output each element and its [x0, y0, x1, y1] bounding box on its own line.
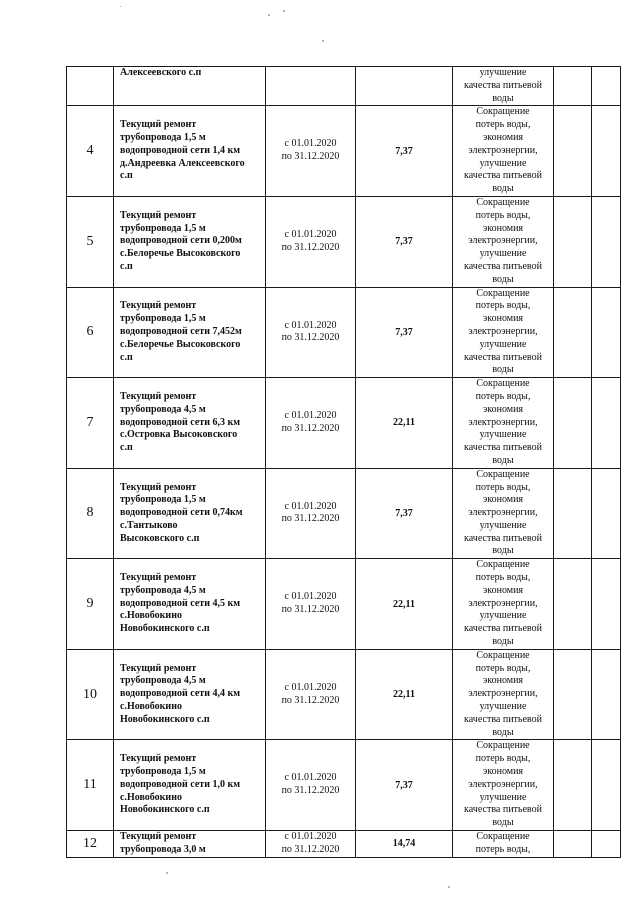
empty-cell — [554, 649, 592, 740]
cell-line: Текущий ремонт — [120, 753, 197, 765]
cell-line: по 31.12.2020 — [281, 241, 340, 253]
cell-line: по 31.12.2020 — [281, 694, 340, 706]
cell-line: экономия — [482, 675, 524, 687]
cell-line: с 01.01.2020 — [284, 681, 337, 693]
table-row — [67, 196, 621, 287]
cell-line: Сокращение — [476, 649, 530, 661]
table-row — [67, 649, 621, 740]
table-row — [67, 831, 621, 858]
empty-cell — [554, 831, 592, 858]
cell-line: Текущий ремонт — [120, 481, 197, 493]
cell-line: по 31.12.2020 — [281, 422, 340, 434]
cell-line: улучшение — [479, 791, 527, 803]
cell-line: экономия — [482, 131, 524, 143]
cell-line: воды — [492, 817, 514, 829]
cell-line: Новобокинского с.п — [120, 713, 210, 725]
cell-line: потерь воды, — [475, 572, 531, 584]
cell-line: потерь воды, — [475, 843, 531, 855]
cell-line: Алексеевского с.п — [120, 67, 202, 78]
cell-line: экономия — [482, 766, 524, 778]
row-number: 11 — [67, 740, 114, 831]
cell-line: Текущий ремонт — [120, 390, 197, 402]
work-period — [266, 287, 356, 378]
cell-line: Сокращение — [476, 287, 530, 299]
cell-line: Высоковского с.п — [120, 532, 200, 544]
cell-line: Текущий ремонт — [120, 572, 197, 584]
scan-speck — [322, 40, 324, 42]
table-row — [67, 740, 621, 831]
cell-line: Сокращение — [476, 106, 530, 118]
empty-cell — [592, 649, 621, 740]
work-period — [266, 559, 356, 650]
cell-line: по 31.12.2020 — [281, 513, 340, 525]
cell-line: Сокращение — [476, 740, 530, 752]
cell-line: качества питьевой — [464, 79, 542, 91]
cell-line: электроэнергии, — [468, 597, 538, 609]
work-cost: 7,37 — [356, 468, 453, 559]
cell-line: потерь воды, — [475, 390, 531, 402]
empty-cell — [554, 559, 592, 650]
cell-line: качества питьевой — [464, 170, 542, 182]
work-cost: 7,37 — [356, 106, 453, 197]
empty-cell — [554, 468, 592, 559]
cell-line: улучшение — [479, 429, 527, 441]
work-description — [114, 106, 266, 197]
cell-line: с.Белоречье Высоковского — [120, 338, 241, 350]
cell-line: трубопровода 3,0 м — [120, 843, 206, 855]
cell-line: экономия — [482, 222, 524, 234]
cell-line: водопроводной сети 6,3 км — [120, 416, 241, 428]
cell-line: трубопровода 4,5 м — [120, 584, 206, 596]
cell-line: качества питьевой — [464, 713, 542, 725]
work-description — [114, 67, 266, 106]
cell-line: потерь воды, — [475, 753, 531, 765]
cell-line: качества питьевой — [464, 804, 542, 816]
empty-cell — [554, 67, 592, 106]
work-description — [114, 287, 266, 378]
cell-line: Новобокинского с.п — [120, 804, 210, 816]
work-description — [114, 649, 266, 740]
cell-line: с.п — [120, 442, 133, 454]
cell-line: водопроводной сети 1,0 км — [120, 778, 241, 790]
work-period — [266, 649, 356, 740]
cell-line: экономия — [482, 584, 524, 596]
empty-cell — [554, 378, 592, 469]
row-number: 4 — [67, 106, 114, 197]
work-description — [114, 740, 266, 831]
cell-line: с.Тантыково — [120, 519, 178, 531]
cell-line: трубопровода 1,5 м — [120, 131, 206, 143]
row-number: 12 — [67, 831, 114, 858]
work-cost: 14,74 — [356, 831, 453, 858]
work-description — [114, 831, 266, 858]
cell-line: воды — [492, 726, 514, 738]
cell-line: трубопровода 4,5 м — [120, 403, 206, 415]
table-body — [67, 67, 621, 858]
cell-line: с 01.01.2020 — [284, 410, 337, 422]
cell-line: водопроводной сети 4,5 км — [120, 597, 241, 609]
cell-line: по 31.12.2020 — [281, 785, 340, 797]
work-cost: 22,11 — [356, 378, 453, 469]
cell-line: с 01.01.2020 — [284, 831, 337, 843]
cell-line: воды — [492, 364, 514, 376]
cell-line: водопроводной сети 0,200м — [120, 235, 242, 247]
row-number: 6 — [67, 287, 114, 378]
cell-line: по 31.12.2020 — [281, 604, 340, 616]
work-period — [266, 106, 356, 197]
cell-line: с 01.01.2020 — [284, 500, 337, 512]
cell-line: электроэнергии, — [468, 688, 538, 700]
cell-line: с.п — [120, 170, 133, 182]
cell-line: Сокращение — [476, 196, 530, 208]
expected-effect — [453, 649, 554, 740]
scan-speck — [283, 10, 285, 12]
cell-line: электроэнергии, — [468, 235, 538, 247]
cell-line: качества питьевой — [464, 623, 542, 635]
cell-line: с 01.01.2020 — [284, 772, 337, 784]
cell-line: с.Новобокино — [120, 701, 182, 713]
scan-speck — [268, 14, 270, 16]
expected-effect — [453, 106, 554, 197]
cell-line: качества питьевой — [464, 442, 542, 454]
cell-line: потерь воды, — [475, 209, 531, 221]
row-number: 7 — [67, 378, 114, 469]
work-period — [266, 468, 356, 559]
cell-line: воды — [492, 183, 514, 195]
cell-line: Новобокинского с.п — [120, 623, 210, 635]
cell-line: с 01.01.2020 — [284, 319, 337, 331]
empty-cell — [592, 468, 621, 559]
cell-line: потерь воды, — [475, 662, 531, 674]
cell-line: Сокращение — [476, 378, 530, 390]
cell-line: улучшение — [479, 157, 527, 169]
cell-line: трубопровода 1,5 м — [120, 494, 206, 506]
cell-line: с 01.01.2020 — [284, 228, 337, 240]
cell-line: электроэнергии, — [468, 507, 538, 519]
cell-line: с.Новобокино — [120, 610, 182, 622]
empty-cell — [592, 831, 621, 858]
expected-effect — [453, 740, 554, 831]
scan-speck — [448, 886, 450, 888]
cell-line: Сокращение — [476, 831, 530, 843]
scan-speck — [166, 872, 168, 874]
cell-line: с.Новобокино — [120, 791, 182, 803]
cell-line: воды — [492, 636, 514, 648]
table-row — [67, 67, 621, 106]
cell-line: Текущий ремонт — [120, 209, 197, 221]
expected-effect — [453, 831, 554, 858]
row-number — [67, 67, 114, 106]
cell-line: электроэнергии, — [468, 325, 538, 337]
cell-line: водопроводной сети 1,4 км — [120, 144, 241, 156]
work-cost: 22,11 — [356, 559, 453, 650]
row-number: 10 — [67, 649, 114, 740]
scan-speck — [120, 6, 121, 7]
empty-cell — [592, 559, 621, 650]
cell-line: воды — [492, 454, 514, 466]
work-period — [266, 196, 356, 287]
cell-line: воды — [492, 92, 514, 104]
empty-cell — [554, 106, 592, 197]
cell-line: экономия — [482, 494, 524, 506]
cell-line: Текущий ремонт — [120, 119, 197, 131]
cell-line: с.п — [120, 260, 133, 272]
work-cost — [356, 67, 453, 106]
cell-line: электроэнергии, — [468, 778, 538, 790]
cell-line: трубопровода 4,5 м — [120, 675, 206, 687]
cell-line: трубопровода 1,5 м — [120, 222, 206, 234]
cell-line: с.Островка Высоковского — [120, 429, 238, 441]
cell-line: качества питьевой — [464, 260, 542, 272]
expected-effect — [453, 468, 554, 559]
cell-line: потерь воды, — [475, 481, 531, 493]
table-row — [67, 468, 621, 559]
cell-line: Сокращение — [476, 559, 530, 571]
cell-line: воды — [492, 545, 514, 557]
row-number: 5 — [67, 196, 114, 287]
work-cost: 7,37 — [356, 196, 453, 287]
empty-cell — [554, 740, 592, 831]
expected-effect — [453, 196, 554, 287]
empty-cell — [592, 740, 621, 831]
cell-line: улучшение — [479, 519, 527, 531]
work-description — [114, 468, 266, 559]
cell-line: улучшение — [479, 248, 527, 260]
cell-line: с 01.01.2020 — [284, 591, 337, 603]
cell-line: электроэнергии, — [468, 416, 538, 428]
empty-cell — [592, 378, 621, 469]
cell-line: с 01.01.2020 — [284, 138, 337, 150]
cell-line: Текущий ремонт — [120, 662, 197, 674]
empty-cell — [554, 196, 592, 287]
repair-plan-table — [66, 66, 621, 858]
cell-line: Сокращение — [476, 468, 530, 480]
cell-line: качества питьевой — [464, 351, 542, 363]
table-row — [67, 106, 621, 197]
cell-line: трубопровода 1,5 м — [120, 766, 206, 778]
cell-line: электроэнергии, — [468, 144, 538, 156]
cell-line: с.Белоречье Высоковского — [120, 248, 241, 260]
cell-line: Текущий ремонт — [120, 831, 197, 843]
empty-cell — [592, 196, 621, 287]
expected-effect — [453, 67, 554, 106]
table-row — [67, 559, 621, 650]
expected-effect — [453, 559, 554, 650]
work-cost: 22,11 — [356, 649, 453, 740]
cell-line: улучшение — [479, 67, 527, 78]
work-description — [114, 196, 266, 287]
expected-effect — [453, 378, 554, 469]
cell-line: экономия — [482, 403, 524, 415]
empty-cell — [554, 287, 592, 378]
cell-line: водопроводной сети 4,4 км — [120, 688, 241, 700]
work-description — [114, 378, 266, 469]
cell-line: улучшение — [479, 701, 527, 713]
cell-line: с.п — [120, 351, 133, 363]
cell-line: водопроводной сети 0,74км — [120, 507, 243, 519]
work-description — [114, 559, 266, 650]
work-period — [266, 831, 356, 858]
expected-effect — [453, 287, 554, 378]
row-number: 8 — [67, 468, 114, 559]
work-period — [266, 67, 356, 106]
cell-line: потерь воды, — [475, 300, 531, 312]
cell-line: потерь воды, — [475, 119, 531, 131]
empty-cell — [592, 67, 621, 106]
table-row — [67, 287, 621, 378]
cell-line: по 31.12.2020 — [281, 151, 340, 163]
work-period — [266, 740, 356, 831]
cell-line: улучшение — [479, 338, 527, 350]
cell-line: улучшение — [479, 610, 527, 622]
work-cost: 7,37 — [356, 287, 453, 378]
empty-cell — [592, 287, 621, 378]
work-period — [266, 378, 356, 469]
cell-line: водопроводной сети 7,452м — [120, 325, 242, 337]
cell-line: воды — [492, 273, 514, 285]
cell-line: трубопровода 1,5 м — [120, 313, 206, 325]
cell-line: качества питьевой — [464, 532, 542, 544]
empty-cell — [592, 106, 621, 197]
row-number: 9 — [67, 559, 114, 650]
cell-line: экономия — [482, 313, 524, 325]
cell-line: по 31.12.2020 — [281, 843, 340, 855]
work-cost: 7,37 — [356, 740, 453, 831]
cell-line: д.Андреевка Алексеевского — [120, 157, 245, 169]
cell-line: по 31.12.2020 — [281, 332, 340, 344]
table-row — [67, 378, 621, 469]
cell-line: Текущий ремонт — [120, 300, 197, 312]
